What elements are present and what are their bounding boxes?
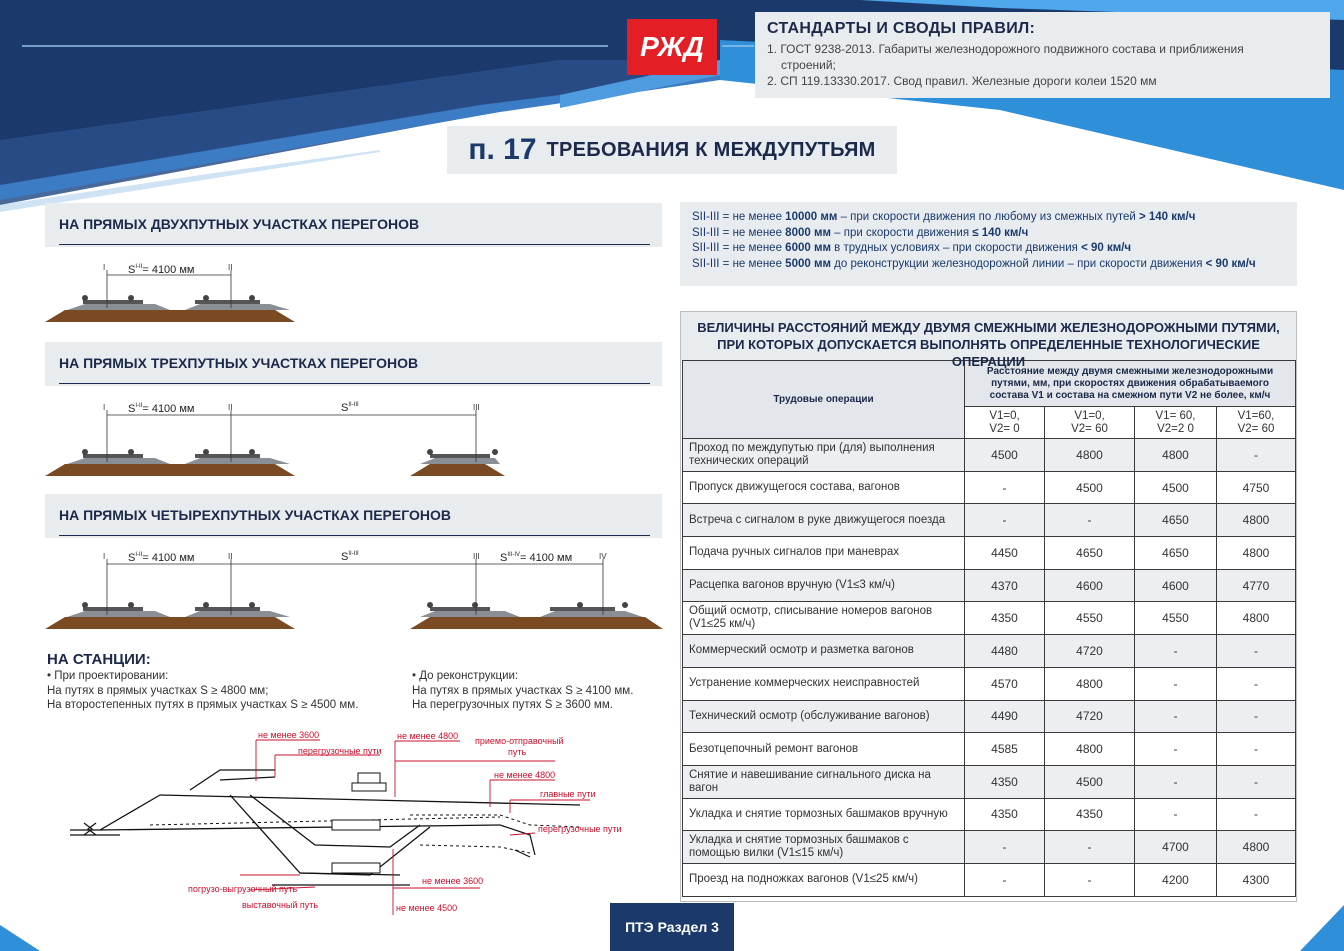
label-receiving-track-cont: путь <box>508 747 527 757</box>
track-label-3: III <box>473 403 480 412</box>
distance-value: - <box>1135 667 1217 700</box>
operation-name: Укладка и снятие тормозных башмаков с помощью вилки (V1≤15 км/ч) <box>683 831 965 864</box>
page-title-number: п. 17 <box>468 133 537 166</box>
table-row <box>683 765 1296 798</box>
label-exhibition-track: выставочный путь <box>242 900 319 910</box>
distance-value: 4800 <box>1217 602 1296 635</box>
distance-value: 4800 <box>1045 439 1135 472</box>
distance-value: 4750 <box>1217 471 1296 504</box>
label-min-3600-top: не менее 3600 <box>258 730 320 740</box>
distance-value: 4800 <box>1217 831 1296 864</box>
distance-value: 4370 <box>965 569 1045 602</box>
distance-value: 4800 <box>1135 439 1217 472</box>
distance-value: 4700 <box>1135 831 1217 864</box>
table-row <box>683 635 1296 668</box>
operation-name: Расцепка вагонов вручную (V1≤3 км/ч) <box>683 569 965 602</box>
table-row <box>683 471 1296 504</box>
distance-value: 4350 <box>965 765 1045 798</box>
track-label-2: II <box>228 552 233 561</box>
distance-value: - <box>1135 733 1217 766</box>
distance-value: - <box>1217 635 1296 668</box>
table-row <box>683 831 1296 864</box>
label-min-4500: не менее 4500 <box>396 903 458 913</box>
distance-value: - <box>1045 504 1135 537</box>
distance-value: 4350 <box>965 602 1045 635</box>
speed-col-2: V1=0, V2= 60 <box>1045 407 1135 439</box>
distance-value: - <box>1045 831 1135 864</box>
s23-label: $S^{II-III}$ <box>341 551 359 563</box>
distance-value: 4770 <box>1217 569 1296 602</box>
table-row <box>683 733 1296 766</box>
operations-table <box>682 360 1296 897</box>
distance-value: 4300 <box>1217 863 1296 896</box>
distance-value: 4350 <box>1045 798 1135 831</box>
distance-value: 4650 <box>1135 504 1217 537</box>
standards-box <box>755 12 1330 98</box>
distance-value: - <box>1217 733 1296 766</box>
section-four-track-title: НА ПРЯМЫХ ЧЕТЫРЕХПУТНЫХ УЧАСТКАХ ПЕРЕГОНОВ <box>59 507 451 523</box>
three-track-diagram <box>45 396 505 480</box>
operations-table-body <box>683 439 1296 897</box>
distance-value: 4550 <box>1135 602 1217 635</box>
table-row <box>683 569 1296 602</box>
operation-name: Проезд на подножках вагонов (V1≤25 км/ч) <box>683 863 965 896</box>
table-row <box>683 504 1296 537</box>
rzd-logo <box>627 19 717 75</box>
operation-name: Технический осмотр (обслуживание вагонов) <box>683 700 965 733</box>
s12-label: $S^{I-II}= 4100$ мм <box>128 403 195 415</box>
standard-item-2: 2. СП 119.13330.2017. Свод правил. Железные дороги колеи 1520 мм <box>767 74 1157 88</box>
distance-value: 4650 <box>1135 537 1217 570</box>
standard-item-1-cont: строений; <box>781 58 836 72</box>
operation-name: Укладка и снятие тормозных башмаков вручную <box>683 798 965 831</box>
distance-value: - <box>965 863 1045 896</box>
table-row <box>683 700 1296 733</box>
distance-value: 4800 <box>1045 667 1135 700</box>
station-reconstruction-text: • До реконструкции: На путях в прямых участках S ≥ 4100 мм. На перегрузочных путях S ≥ 3600 мм. <box>412 670 634 711</box>
distance-value: - <box>1135 798 1217 831</box>
table-row <box>683 537 1296 570</box>
distance-value: 4490 <box>965 700 1045 733</box>
distance-value: 4480 <box>965 635 1045 668</box>
s-rules-box <box>680 202 1297 286</box>
distance-value: 4500 <box>1045 471 1135 504</box>
table-row <box>683 667 1296 700</box>
four-track-diagram <box>45 545 665 633</box>
label-loading-track: погрузо-выгрузочный путь <box>188 884 298 894</box>
distance-value: 4500 <box>965 439 1045 472</box>
page-title <box>447 126 897 174</box>
distance-value: 4800 <box>1217 504 1296 537</box>
track-label-1: I <box>103 552 106 561</box>
s-rule-1: SII-III = не менее 10000 мм – при скорости движения по любому из смежных путей > 140 км/ч <box>692 211 1196 223</box>
distance-value: 4720 <box>1045 700 1135 733</box>
operation-name: Устранение коммерческих неисправностей <box>683 667 965 700</box>
distance-value: - <box>1135 635 1217 668</box>
distance-value: 4600 <box>1045 569 1135 602</box>
section-two-track <box>45 203 662 247</box>
two-track-diagram <box>45 258 295 328</box>
s-rule-3: SII-III = не менее 6000 мм в трудных условиях – при скорости движения < 90 км/ч <box>692 242 1132 254</box>
rzd-logo-text: РЖД <box>640 31 704 62</box>
distance-value: - <box>1217 667 1296 700</box>
distance-value: 4450 <box>965 537 1045 570</box>
distance-value: 4350 <box>965 798 1045 831</box>
s-rule-4: SII-III = не менее 5000 мм до реконструкции железнодорожной линии – при скорости движения < 90 км/ч <box>692 257 1256 270</box>
distance-value: - <box>1217 765 1296 798</box>
distance-value: 4800 <box>1217 537 1296 570</box>
standards-title: СТАНДАРТЫ И СВОДЫ ПРАВИЛ: <box>767 20 1036 37</box>
distance-value: 4550 <box>1045 602 1135 635</box>
distance-value: - <box>1135 700 1217 733</box>
distance-value: - <box>1045 863 1135 896</box>
distance-value: 4585 <box>965 733 1045 766</box>
label-min-3600-bottom: не менее 3600 <box>422 876 484 886</box>
track-label-4: IV <box>599 552 607 561</box>
distance-value: 4800 <box>1045 733 1135 766</box>
label-receiving-track: приемо-отправочный <box>475 736 564 746</box>
label-main-tracks: главные пути <box>540 789 596 799</box>
s23-label: $S^{II-III}$ <box>341 402 359 414</box>
track-label-3: III <box>473 552 480 561</box>
label-min-4800-a: не менее 4800 <box>397 731 459 741</box>
distance-value: - <box>1217 798 1296 831</box>
operation-name: Подача ручных сигналов при маневрах <box>683 537 965 570</box>
table-header-row <box>683 361 1296 407</box>
track-label-2: II <box>228 263 233 272</box>
table-row <box>683 602 1296 635</box>
footer-section-label: ПТЭ Раздел 3 <box>610 903 734 951</box>
track-label-2: II <box>228 403 233 412</box>
operation-name: Пропуск движущегося состава, вагонов <box>683 471 965 504</box>
section-three-track-title: НА ПРЯМЫХ ТРЕХПУТНЫХ УЧАСТКАХ ПЕРЕГОНОВ <box>59 355 419 371</box>
s34-label: $S^{III-IV}= 4100$ мм <box>500 552 573 564</box>
distance-value: - <box>1135 765 1217 798</box>
operation-name: Безотцепочный ремонт вагонов <box>683 733 965 766</box>
section-three-track <box>45 342 662 386</box>
label-transfer-tracks-top: перегрузочные пути <box>298 746 382 756</box>
col-header-operations: Трудовые операции <box>683 361 965 439</box>
speed-col-1: V1=0, V2= 0 <box>965 407 1045 439</box>
label-transfer-tracks-right: перегрузочные пути <box>538 824 622 834</box>
speed-col-4: V1=60, V2= 60 <box>1217 407 1296 439</box>
page-title-text: ТРЕБОВАНИЯ К МЕЖДУПУТЬЯМ <box>546 138 876 161</box>
station-track-scheme <box>60 725 630 920</box>
operations-table-panel <box>680 311 1297 902</box>
operations-table-title: ВЕЛИЧИНЫ РАССТОЯНИЙ МЕЖДУ ДВУМЯ СМЕЖНЫМИ ЖЕЛЕЗНОДОРОЖНЫМИ ПУТЯМИ, ПРИ КОТОРЫХ ДОПУСКАЕТСЯ ВЫПОЛНЯТЬ ОПРЕДЕЛЕННЫЕ ТЕХНОЛОГИЧЕСКИЕ ОПЕРАЦИИ <box>681 312 1296 360</box>
track-label-1: I <box>103 403 106 412</box>
distance-value: - <box>965 504 1045 537</box>
s12-label: $S^{I-II}= 4100$ мм <box>128 552 195 564</box>
distance-value: 4570 <box>965 667 1045 700</box>
operation-name: Общий осмотр, списывание номеров вагонов (V1≤25 км/ч) <box>683 602 965 635</box>
station-design-text: • При проектировании: На путях в прямых участках S ≥ 4800 мм; На второстепенных путях в прямых участках S ≥ 4500 мм. <box>47 670 359 711</box>
distance-value: 4200 <box>1135 863 1217 896</box>
operation-name: Коммерческий осмотр и разметка вагонов <box>683 635 965 668</box>
section-four-track <box>45 494 662 538</box>
table-row <box>683 798 1296 831</box>
table-row <box>683 439 1296 472</box>
s-rule-2: SII-III = не менее 8000 мм – при скорости движения ≤ 140 км/ч <box>692 226 1029 239</box>
distance-value: 4720 <box>1045 635 1135 668</box>
operation-name: Встреча с сигналом в руке движущегося поезда <box>683 504 965 537</box>
operation-name: Проход по междупутью при (для) выполнения технических операций <box>683 439 965 472</box>
distance-value: 4500 <box>1045 765 1135 798</box>
track-label-1: I <box>103 263 106 272</box>
standard-item-1: 1. ГОСТ 9238-2013. Габариты железнодорожного подвижного состава и приближения <box>767 42 1244 56</box>
label-min-4800-b: не менее 4800 <box>494 770 556 780</box>
distance-value: 4600 <box>1135 569 1217 602</box>
operation-name: Снятие и навешивание сигнального диска на вагон <box>683 765 965 798</box>
s12-label: $S^{I-II}= 4100$ мм <box>128 264 195 276</box>
distance-value: - <box>1217 439 1296 472</box>
station-title: НА СТАНЦИИ: <box>47 651 151 668</box>
distance-value: - <box>1217 700 1296 733</box>
distance-value: 4650 <box>1045 537 1135 570</box>
rzd-logo-mark <box>633 31 711 63</box>
speed-col-3: V1= 60, V2=2 0 <box>1135 407 1217 439</box>
section-two-track-title: НА ПРЯМЫХ ДВУХПУТНЫХ УЧАСТКАХ ПЕРЕГОНОВ <box>59 216 420 232</box>
distance-value: - <box>965 831 1045 864</box>
col-header-distance: Расстояние между двумя смежными железнодорожными путями, мм, при скоростях движения обрабатываемого состава V1 и состава на смежном пути V2 не более, км/ч <box>965 361 1296 407</box>
distance-value: 4500 <box>1135 471 1217 504</box>
table-row <box>683 863 1296 896</box>
distance-value: - <box>965 471 1045 504</box>
